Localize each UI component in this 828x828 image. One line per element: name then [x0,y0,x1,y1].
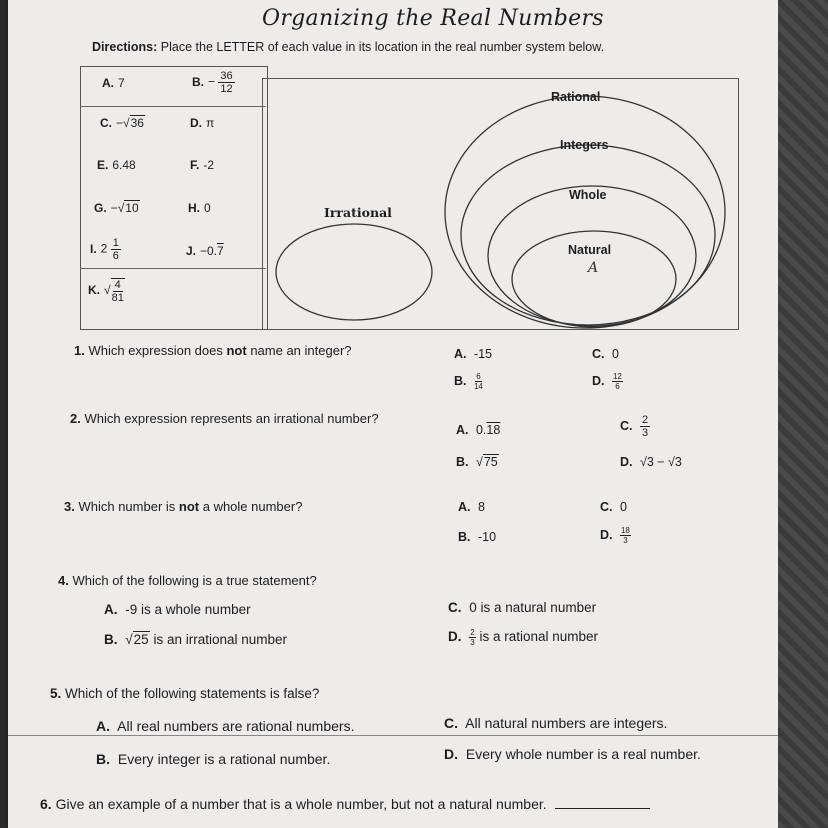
value-d: D. π [190,116,215,130]
value-i: I. 2 $\frac{1}{6}$ [90,237,119,262]
directions-text: Place the LETTER of each value in its location in the real number system below. [160,40,605,54]
divider-line [8,735,778,736]
q2-option-a[interactable]: A. 0.18 [456,423,501,437]
question-5: 5. Which of the following statements is false? [50,686,320,701]
q2-option-d[interactable]: D. √3 − √3 [620,455,682,469]
directions [92,40,604,54]
value-a: A. 7 [102,76,125,90]
page-title: Organizing the Real Numbers [262,6,604,31]
value-g: G. −√10 [94,201,139,215]
q5-option-a[interactable]: A. All real numbers are rational numbers. [96,718,355,734]
q5-option-d[interactable]: D. Every whole number is a real number. [444,746,701,762]
q3-option-d[interactable]: D. $\frac{18}{3}$ [600,526,630,545]
q4-option-a[interactable]: A. -9 is a whole number [104,602,251,617]
q1-option-b[interactable]: B. $\frac{6}{14}$ [454,372,483,391]
value-j: J. −0.7 [186,244,224,258]
question-1: 1. Which expression does not name an integer? [74,343,352,358]
q1-option-c[interactable]: C. 0 [592,347,619,361]
value-f: F. -2 [190,158,215,172]
handwritten-answer: A [588,260,599,276]
q4-option-c[interactable]: C. 0 is a natural number [448,600,597,615]
q2-option-c[interactable]: C. $\frac{2}{3}$ [620,414,649,439]
q1-option-d[interactable]: D. $\frac{12}{6}$ [592,372,622,391]
integers-label: Integers [560,138,609,152]
value-b: B. − $\frac{36}{12}$ [192,70,233,95]
rational-set [445,96,725,328]
q3-option-a[interactable]: A. 8 [458,500,485,514]
integers-set [461,145,715,325]
q2-option-b[interactable]: B. √75 [456,455,498,469]
whole-label: Whole [569,188,607,202]
background-edge [778,0,828,828]
directions-label: Directions: [92,40,158,54]
q5-option-b[interactable]: B. Every integer is a rational number. [96,751,331,767]
q4-option-d[interactable]: D. $\frac{2}{3}$ is a rational number [448,628,599,647]
table-divider [80,268,266,269]
set-diagram [262,78,738,330]
q3-option-c[interactable]: C. 0 [600,500,627,514]
table-divider [80,106,266,107]
value-e: E. 6.48 [97,158,136,172]
answer-blank[interactable] [555,808,650,809]
value-k: K. √ $\frac{4}{81}$ [88,279,124,304]
q1-option-a[interactable]: A. -15 [454,347,493,361]
q4-option-b[interactable]: B. √25 is an irrational number [104,632,288,647]
irrational-set [276,224,432,320]
rational-label: Rational [551,90,601,104]
irrational-label: Irrational [324,205,392,220]
q3-option-b[interactable]: B. -10 [458,530,497,544]
question-4: 4. Which of the following is a true statement? [58,573,317,588]
value-h: H. 0 [188,201,211,215]
question-3: 3. Which number is not a whole number? [64,499,303,514]
question-2: 2. Which expression represents an irrational number? [70,411,379,426]
question-6: 6. Give an example of a number that is a whole number, but not a natural number. [40,796,650,812]
natural-label: Natural [568,243,612,257]
value-c: C. −√36 [100,116,144,130]
q5-option-c[interactable]: C. All natural numbers are integers. [444,715,668,731]
